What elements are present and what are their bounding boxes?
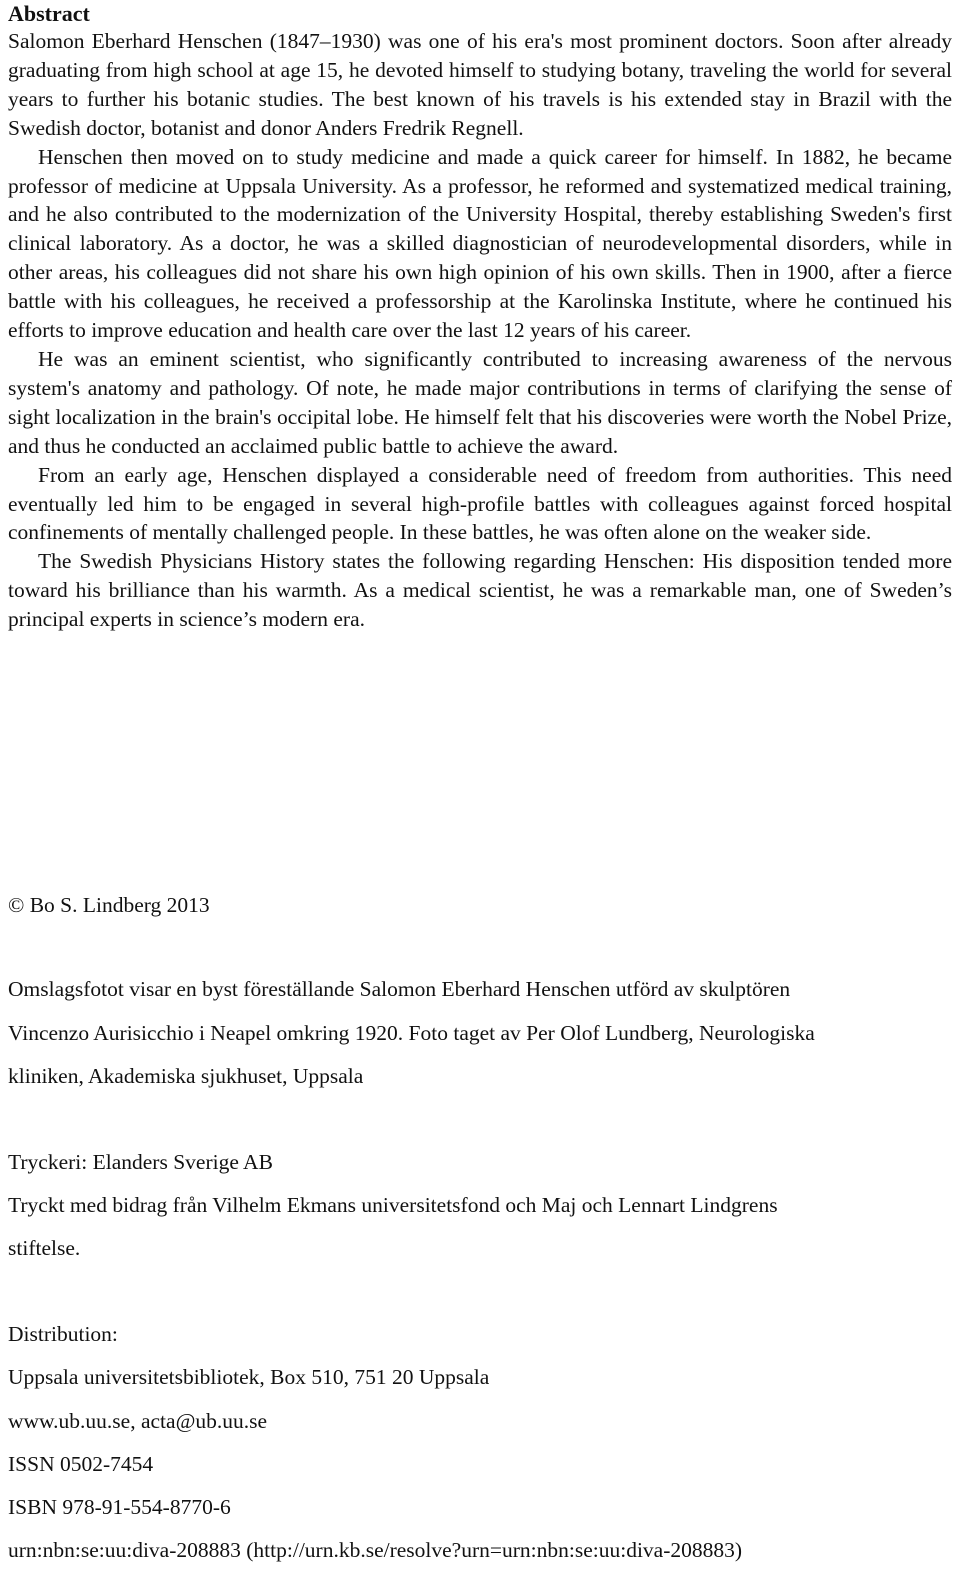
abstract-paragraph-1: Salomon Eberhard Henschen (1847–1930) was one of his era's most prominent doctors. Soon after already graduating from high school at age 15, he devoted himself to studying botany, traveling the world for several years to further his botanic studies. The best known of his travels is his extended stay in Brazil with the Swedish doctor, botanist and donor Anders Fredrik Regnell. [8,29,952,140]
cover-note-line-1: Omslagsfotot visar en byst föreställande Salomon Eberhard Henschen utförd av skulptören [8,977,791,1001]
issn: ISSN 0502-7454 [8,1451,154,1476]
abstract-section [8,0,952,634]
urn: urn:nbn:se:uu:diva-208883 (http://urn.kb.se/resolve?urn=urn:nbn:se:uu:diva-208883) [8,1538,743,1563]
printer-line-1: Tryckeri: Elanders Sverige AB [8,1150,273,1174]
distribution-address: Uppsala universitetsbibliotek, Box 510, 751 20 Uppsala [8,1365,490,1390]
cover-photo-note [8,968,952,1099]
abstract-paragraph-2: Henschen then moved on to study medicine and made a quick career for himself. In 1882, he became professor of medicine at Uppsala University. As a professor, he reformed and systematized medical training, and he also contributed to the modernization of the University Hospital, thereby establishing Sweden's first clinical laboratory. As a doctor, he was a skilled diagnostician of neurodevelopmental disorders, while in other areas, his colleagues did not share his own high opinion of his own skills. Then in 1900, after a fierce battle with his colleagues, he received a professorship at the Karolinska Institute, where he continued his efforts to improve education and health care over the last 12 years of his career. [8,144,952,343]
abstract-paragraph-5: The Swedish Physicians History states the following regarding Henschen: His disposition tended more toward his brilliance than his warmth. As a medical scientist, he was a remarkable man, one of Sweden’s principal experts in science’s modern era. [8,549,952,632]
copyright-text: © Bo S. Lindberg 2013 [8,893,210,917]
printer-info [8,1141,952,1270]
cover-note-line-2: Vincenzo Aurisicchio i Neapel omkring 1920. Foto taget av Per Olof Lundberg, Neurologiska [8,1020,815,1045]
abstract-paragraph-4: From an early age, Henschen displayed a considerable need of freedom from authorities. This need eventually led him to be engaged in several high-profile battles with colleagues against forced hospital confinements of mentally challenged people. In these battles, he was often alone on the weaker side. [8,462,952,545]
distribution-info [8,1313,952,1573]
abstract-paragraph-3: He was an eminent scientist, who significantly contributed to increasing awareness of the nervous system's anatomy and pathology. Of note, he made major contributions in terms of clarifying the sense of sight localization in the brain's occipital lobe. He himself felt that his discoveries were worth the Nobel Prize, and thus he conducted an acclaimed public battle to achieve the award. [8,346,952,458]
isbn: ISBN 978-91-554-8770-6 [8,1495,231,1520]
printer-line-2: Tryckt med bidrag från Vilhelm Ekmans universitetsfond och Maj och Lennart Lindgrens [8,1193,778,1217]
distribution-label: Distribution: [8,1322,118,1346]
printer-line-3: stiftelse. [8,1236,81,1260]
abstract-heading: Abstract [8,1,90,26]
cover-note-line-3: kliniken, Akademiska sjukhuset, Uppsala [8,1064,364,1088]
distribution-web: www.ub.uu.se, acta@ub.uu.se [8,1408,268,1433]
copyright-notice [8,884,952,927]
